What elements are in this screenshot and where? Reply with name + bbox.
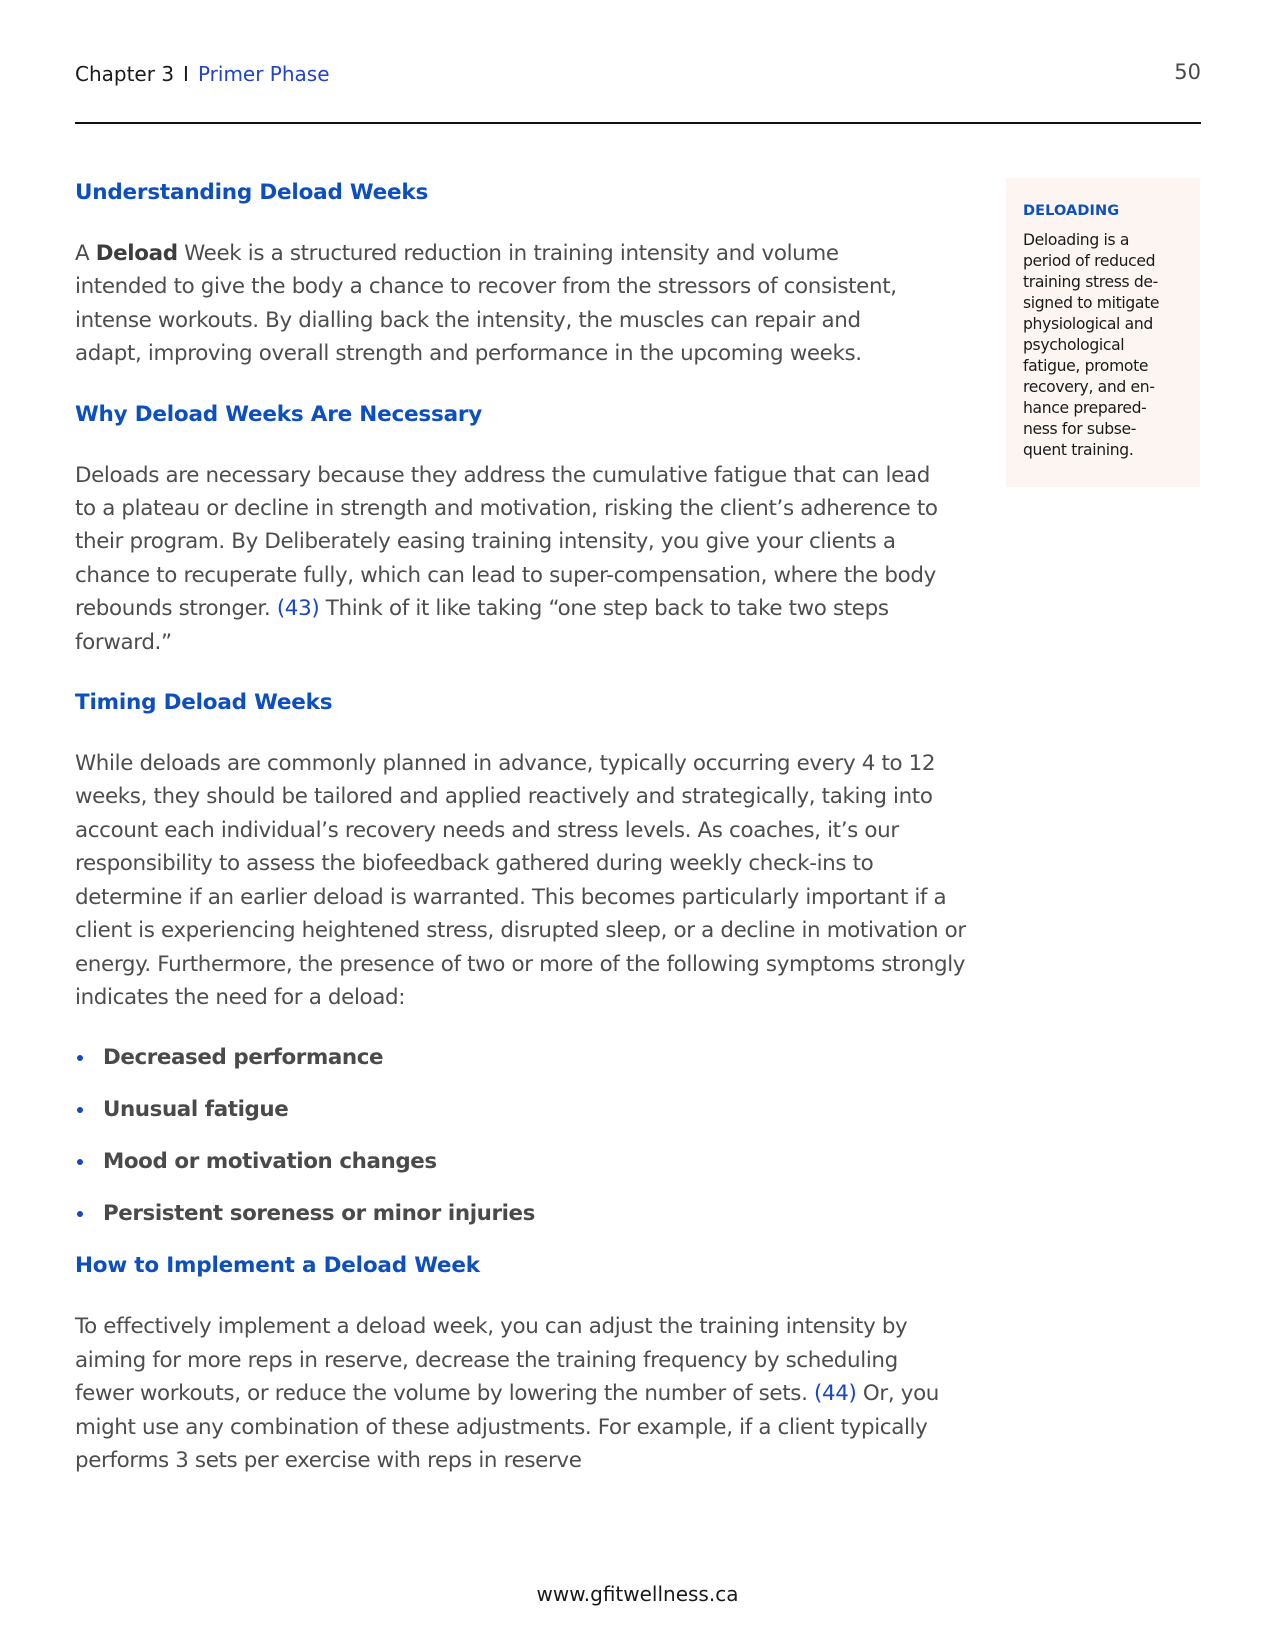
header-divider <box>75 122 1201 124</box>
chapter-label: Chapter 3 <box>75 62 175 86</box>
paragraph-understanding <box>75 237 905 371</box>
list-item <box>75 1145 975 1179</box>
paragraph-why <box>75 459 947 659</box>
list-item-text: Persistent soreness or minor injuries <box>103 1201 535 1227</box>
main-content <box>75 176 975 1477</box>
bullet-icon <box>77 1211 83 1217</box>
text: Think of it like taking “one step back to take two steps forward.” <box>75 596 889 655</box>
page-header <box>75 62 1201 92</box>
sidebar-line: recovery, and en- <box>1023 378 1155 396</box>
section-label: Primer Phase <box>197 62 330 86</box>
breadcrumb <box>75 62 330 86</box>
text: Deloads are necessary because they address the cumulative fatigue that can lead to a plateau or decline in strength and motivation, risking the client’s adherence to their program. By Deliberately easing training intensity, you give your clients a chance to recuperate fully, which can lead to super-compensation, where the body rebounds stronger. <box>75 462 938 622</box>
text: A <box>75 241 96 266</box>
sidebar-definition <box>1023 230 1193 461</box>
list-item <box>75 1041 975 1075</box>
term-deload: Deload <box>95 241 178 266</box>
sidebar-line: hance prepared- <box>1023 399 1147 417</box>
sidebar-line: signed to mitigate <box>1023 294 1160 312</box>
sidebar-line: ness for subse- <box>1023 420 1137 438</box>
sidebar-line: physiological and <box>1023 315 1153 333</box>
text: Week is a structured reduction in training intensity and volume intended to give the body a chance to recover from the stressors of consistent, intense workouts. By dialling back the intensity, the muscles can repair and adapt, improving overall strength and performance in the upcoming weeks. <box>75 241 897 367</box>
list-item <box>75 1197 975 1231</box>
sidebar-line: fatigue, promote <box>1023 357 1149 375</box>
citation-link-44[interactable]: (44) <box>813 1381 857 1407</box>
sidebar-line: quent training. <box>1023 441 1134 459</box>
bullet-icon <box>77 1107 83 1113</box>
definition-sidebar <box>1006 178 1200 487</box>
sidebar-title: DELOADING <box>1023 203 1120 219</box>
bullet-icon <box>77 1159 83 1165</box>
sidebar-line: psychological <box>1023 336 1125 354</box>
heading-understanding: Understanding Deload Weeks <box>75 180 429 205</box>
symptom-list <box>75 1041 975 1231</box>
heading-timing: Timing Deload Weeks <box>75 690 333 716</box>
paragraph-implement <box>75 1310 955 1477</box>
footer-url[interactable]: www.gfitwellness.ca <box>536 1582 739 1606</box>
breadcrumb-separator: I <box>183 62 189 86</box>
text: To effectively implement a deload week, you can adjust the training intensity by aiming for more reps in reserve, decrease the training frequency by scheduling fewer workouts, or reduce the volume by lowering the number of sets. <box>75 1314 908 1407</box>
sidebar-line: Deloading is a <box>1023 231 1130 249</box>
sidebar-line: training stress de- <box>1023 273 1158 291</box>
list-item <box>75 1093 975 1127</box>
page-number: 50 <box>1174 60 1201 84</box>
heading-why: Why Deload Weeks Are Necessary <box>75 401 483 427</box>
sidebar-line: period of reduced <box>1023 252 1156 270</box>
paragraph-timing: While deloads are commonly planned in advance, typically occurring every 4 to 12 weeks, they should be tailored and applied reactively and strategically, taking into account each individual’s recovery needs and stress levels. As coaches, it’s our responsibility to assess the biofeedback gathered during weekly check-ins to determine if an earlier deload is warranted. This becomes particularly important if a client is experiencing heightened stress, disrupted sleep, or a decline in motivation or energy. Furthermore, the presence of two or more of the following symptoms strongly indicates the need for a deload: <box>75 751 966 1010</box>
bullet-icon <box>77 1055 83 1061</box>
list-item-text: Decreased performance <box>103 1045 384 1071</box>
heading-implement: How to Implement a Deload Week <box>75 1253 480 1279</box>
list-item-text: Unusual fatigue <box>103 1097 289 1123</box>
list-item-text: Mood or motivation changes <box>103 1149 437 1175</box>
citation-link-43[interactable]: (43) <box>276 596 320 622</box>
text: Or, you might use any combination of these adjustments. For example, if a client typically performs 3 sets per exercise with reps in reserve <box>75 1381 940 1473</box>
